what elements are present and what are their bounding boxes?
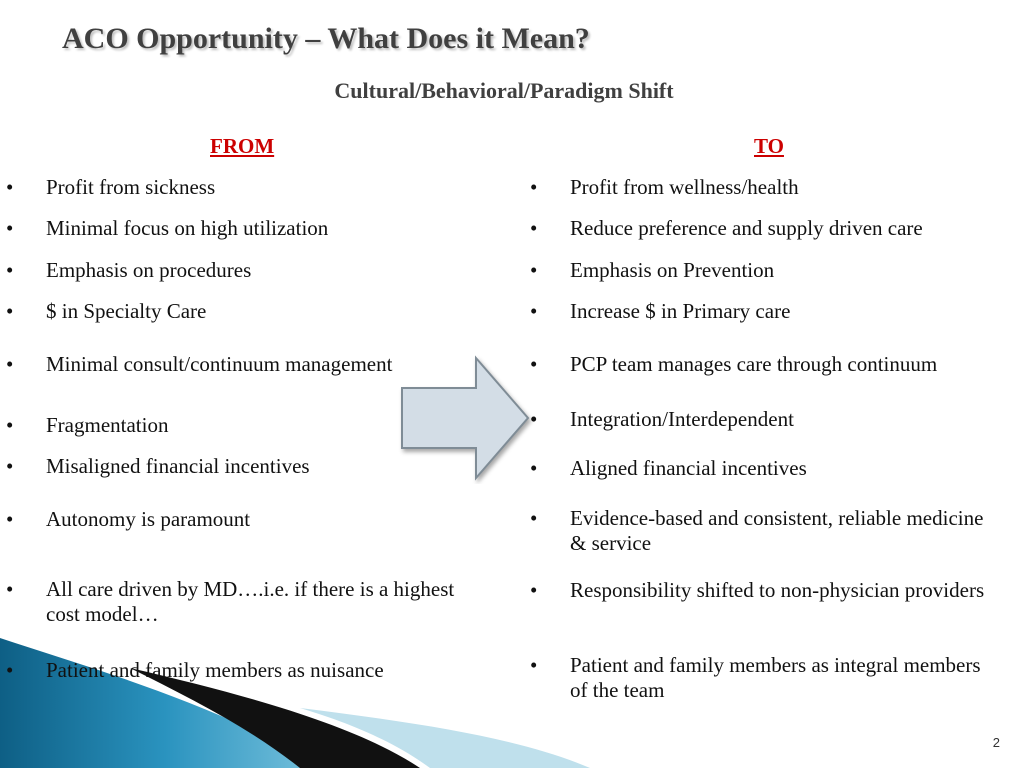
right-arrow-icon <box>396 352 536 484</box>
to-heading: TO <box>754 134 784 158</box>
slide-subtitle: Cultural/Behavioral/Paradigm Shift <box>334 78 674 103</box>
page-number: 2 <box>992 735 1000 750</box>
from-heading: FROM <box>210 134 275 158</box>
slide-title: ACO Opportunity – What Does it Mean? <box>62 22 590 55</box>
